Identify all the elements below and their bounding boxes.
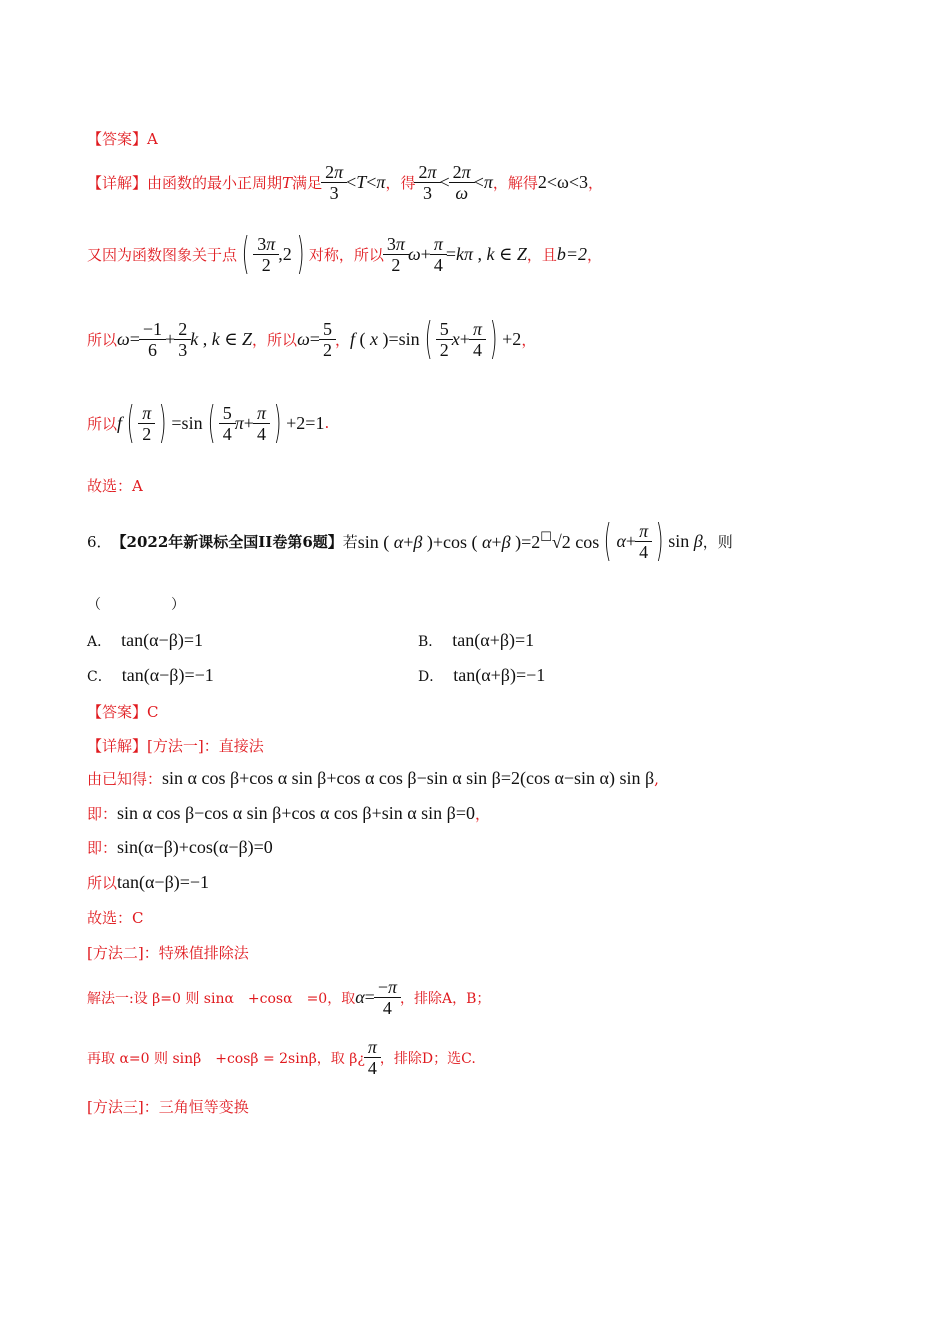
q6-known-line bbox=[87, 768, 659, 789]
comma6: ， bbox=[474, 805, 490, 823]
paren-close3: ) bbox=[158, 397, 167, 448]
frac-2-3: $\frac{2}{3}$ bbox=[176, 319, 189, 360]
q6-answer-tag: 【答案】 bbox=[87, 703, 148, 721]
frac-pi-4d: $\frac{\pi}{4}$ bbox=[637, 521, 650, 562]
omega-eq: ω= bbox=[117, 328, 140, 349]
frac-3pi-2: $\frac{3\pi}{2}$ bbox=[255, 234, 277, 275]
omega-plus: ω+ bbox=[407, 243, 431, 264]
line2-text-a: 又因为函数图象关于点 bbox=[87, 245, 238, 264]
q6-lhs: sin ( α+β )+cos ( α+β )=2☐√2 cos bbox=[357, 529, 600, 552]
q5-choose bbox=[87, 475, 143, 496]
comma4: ， bbox=[521, 330, 537, 349]
k-in-z: k , k ∈ Z bbox=[190, 328, 253, 349]
line4-result: +2=1 bbox=[286, 412, 325, 433]
q5-line3 bbox=[87, 313, 537, 364]
frac-5-2: $\frac{5}{2}$ bbox=[321, 319, 334, 360]
x-plus: x+ bbox=[451, 328, 470, 349]
q6-choose-line bbox=[87, 907, 143, 928]
q6-paren: （ ） bbox=[87, 597, 185, 613]
detail-T: T bbox=[282, 173, 293, 192]
q6-suoyi-expr: tan(α−β)=−1 bbox=[117, 872, 210, 892]
option-d-label: D． bbox=[418, 668, 444, 685]
q6-ruo: 若 bbox=[342, 532, 358, 551]
alpha-plus: α+ bbox=[616, 530, 637, 551]
paren-close4: ) bbox=[273, 397, 282, 448]
lt-pi: <π bbox=[473, 172, 493, 192]
period: . bbox=[324, 414, 330, 432]
q6-detail-tag: 【详解】 bbox=[87, 737, 148, 755]
line4-text-a: 所以 bbox=[87, 414, 118, 433]
q6-stem bbox=[87, 515, 733, 566]
paren-open4: ( bbox=[207, 397, 216, 448]
q6-suoyi-line bbox=[87, 872, 209, 893]
option-a-label: A． bbox=[87, 633, 112, 650]
q6-method3: [方法三]：三角恒等变换 bbox=[87, 1098, 249, 1116]
detail-jie: ，解得 bbox=[492, 174, 538, 192]
comma: ， bbox=[588, 174, 604, 192]
eq-sin: =sin bbox=[171, 412, 203, 433]
detail-satisfy: 满足 bbox=[292, 174, 323, 192]
q6-ji2-expr: sin(α−β)+cos(α−β)=0 bbox=[117, 837, 273, 857]
detail-result: 2<ω<3 bbox=[537, 172, 589, 192]
option-b-label: B． bbox=[418, 633, 443, 650]
detail-tag: 【详解】 bbox=[87, 174, 148, 192]
frac-2pi-3: $\frac{2\pi}{3}$ bbox=[323, 162, 345, 203]
frac-2pi-omega: $\frac{2\pi}{\omega}$ bbox=[451, 162, 473, 203]
q5-line4 bbox=[87, 397, 330, 448]
line2-text-c: ，且 bbox=[526, 245, 557, 264]
option-d-expr: tan(α+β)=−1 bbox=[453, 665, 546, 685]
line3-text-b: ，所以 bbox=[252, 330, 298, 349]
q6-special1-a: 解法一:设 β=0 则 sinα +cosα =0，取 bbox=[87, 990, 356, 1007]
detail-text: 由函数的最小正周期 bbox=[147, 174, 283, 192]
option-c[interactable] bbox=[87, 665, 214, 686]
option-c-label: C． bbox=[87, 668, 112, 685]
eq-kpi: =kπ , k ∈ Z bbox=[445, 243, 527, 264]
frac-pi-4b: $\frac{\pi}{4}$ bbox=[471, 319, 484, 360]
frac-neg1-6: $\frac{-1}{6}$ bbox=[141, 319, 164, 360]
frac-5-4: $\frac{5}{4}$ bbox=[221, 403, 234, 444]
sin-beta: sin β bbox=[668, 530, 703, 551]
q6-source: 【2022年新课标全国II卷第6题】 bbox=[111, 532, 343, 551]
q6-special2-line bbox=[87, 1037, 476, 1078]
q6-known: 由已知得： bbox=[87, 770, 163, 788]
q6-answer-value: C bbox=[147, 702, 159, 721]
alpha-eq: α= bbox=[355, 987, 375, 1007]
paren-close: ) bbox=[296, 228, 305, 279]
q6-ji1-line bbox=[87, 803, 490, 824]
q5-detail-line1 bbox=[87, 162, 603, 203]
frac-5-2b: $\frac{5}{2}$ bbox=[438, 319, 451, 360]
q6-known-expr: sin α cos β+cos α sin β+cos α cos β−sin α sin β=2(cos α−sin α) sin β bbox=[162, 768, 655, 788]
option-a[interactable] bbox=[87, 630, 203, 651]
q6-method3-line bbox=[87, 1096, 249, 1117]
option-b[interactable] bbox=[418, 630, 534, 651]
comma5: , bbox=[654, 769, 659, 788]
option-c-expr: tan(α−β)=−1 bbox=[121, 665, 214, 685]
lt-sign: < bbox=[439, 172, 450, 192]
q6-blank bbox=[87, 594, 185, 614]
q6-ze: ，则 bbox=[702, 532, 733, 551]
answer-tag: 【答案】 bbox=[87, 130, 148, 148]
paren-open3: ( bbox=[126, 397, 135, 448]
frac-3pi-2b: $\frac{3\pi}{2}$ bbox=[385, 234, 407, 275]
b-equals: b=2 bbox=[556, 243, 588, 264]
q6-special2-b: ，排除D；选C. bbox=[379, 1050, 476, 1067]
q6-method2: [方法二]：特殊值排除法 bbox=[87, 944, 249, 962]
paren-close5: ) bbox=[655, 515, 664, 566]
omega-eq2: ω= bbox=[297, 328, 320, 349]
frac-negpi-4: $\frac{-\pi}{4}$ bbox=[376, 977, 399, 1018]
frac-pi-2: $\frac{\pi}{2}$ bbox=[140, 403, 153, 444]
line3-text-a: 所以 bbox=[87, 330, 118, 349]
frac-pi-4: $\frac{\pi}{4}$ bbox=[432, 234, 445, 275]
option-b-expr: tan(α+β)=1 bbox=[452, 630, 535, 650]
q6-method1: [方法一]：直接法 bbox=[147, 737, 264, 755]
q6-special2-a: 再取 α=0 则 sinβ +cosβ = 2sinβ，取 β¿ bbox=[87, 1050, 365, 1067]
comma-2: ,2 bbox=[278, 243, 292, 264]
ineq-T: <T<π bbox=[346, 172, 386, 192]
option-d[interactable] bbox=[418, 665, 545, 686]
paren-close2: ) bbox=[489, 313, 498, 364]
plus: + bbox=[165, 328, 176, 349]
q6-method2-line bbox=[87, 942, 249, 963]
paren-open: ( bbox=[241, 228, 250, 279]
f-symbol: f bbox=[117, 412, 123, 433]
q6-special1-b: ，排除A，B； bbox=[400, 990, 491, 1007]
answer-value: A bbox=[147, 129, 158, 148]
q6-ji1: 即： bbox=[87, 805, 118, 823]
q6-ji2: 即： bbox=[87, 839, 118, 857]
q5-line2 bbox=[87, 228, 603, 279]
paren-open2: ( bbox=[424, 313, 433, 364]
q6-suoyi: 所以 bbox=[87, 874, 118, 892]
q6-method1-line bbox=[87, 735, 264, 756]
paren-open5: ( bbox=[604, 515, 612, 566]
q6-ji2-line bbox=[87, 837, 273, 858]
q5-choose-text: 故选：A bbox=[87, 477, 143, 495]
line2-text-b: 对称，所以 bbox=[308, 245, 384, 264]
comma3: ， bbox=[334, 330, 350, 349]
frac-2pi-3b: $\frac{2\pi}{3}$ bbox=[416, 162, 438, 203]
detail-de: ，得 bbox=[385, 174, 416, 192]
q6-answer-line bbox=[87, 701, 159, 722]
q6-number: 6． bbox=[87, 532, 112, 551]
comma2: ， bbox=[587, 245, 603, 264]
q5-answer-line bbox=[87, 128, 158, 149]
plus-2: +2 bbox=[502, 328, 522, 349]
q6-ji1-expr: sin α cos β−cos α sin β+cos α cos β+sin α sin β=0 bbox=[117, 803, 475, 823]
frac-pi-4c: $\frac{\pi}{4}$ bbox=[255, 403, 268, 444]
pi-plus: π+ bbox=[234, 412, 254, 433]
q6-special1-line bbox=[87, 977, 490, 1018]
frac-pi-4e: $\frac{\pi}{4}$ bbox=[366, 1037, 379, 1078]
option-a-expr: tan(α−β)=1 bbox=[121, 630, 203, 650]
fx-eq: f ( x )=sin bbox=[349, 328, 420, 349]
q6-choose: 故选：C bbox=[87, 909, 144, 927]
